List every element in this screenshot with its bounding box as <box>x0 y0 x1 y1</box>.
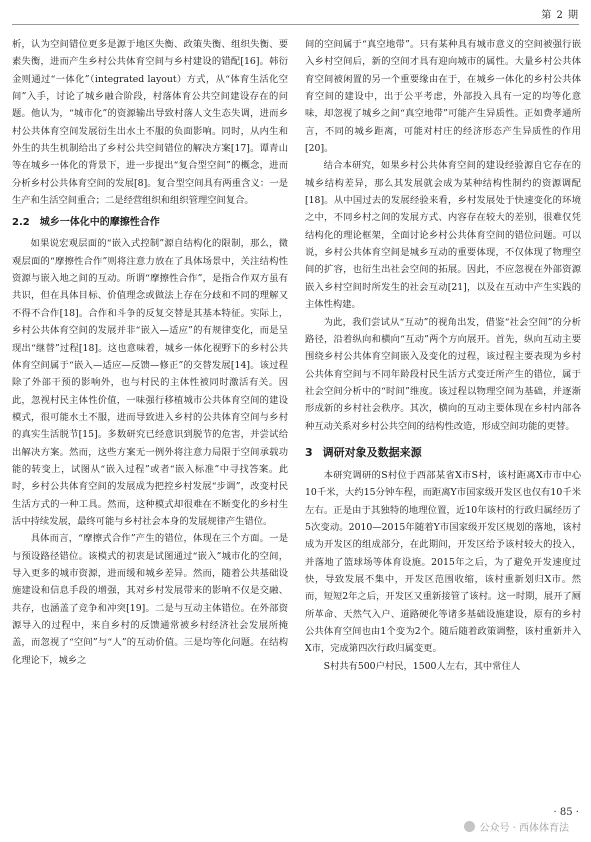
section-number: 3 <box>305 445 313 459</box>
page-number: · 85 · <box>553 807 579 818</box>
section-title: 城乡一体化中的摩擦性合作 <box>39 217 160 229</box>
paragraph: S村共有500户村民，1500人左右，其中常住人 <box>323 660 521 672</box>
right-column <box>305 36 581 675</box>
watermark <box>464 819 569 834</box>
paragraph: 析，认为空间错位更多是源于地区失衡、政策失衡、组织失衡、要素失衡，进而产生乡村公共体育空间与乡村建设的错配[16]。韩衍金则通过“一体化”（integrated layout）方式，从“体育生活化空间”入手，讨论了城乡融合阶段，村落体育公共空间建设存在的问题。他认为，“城市化”的资源输出导致村落人文生态失调，进而乡村公共体育空间发展衍生出水土不服的负面影响。同时，从内生和外生的共生机制给出了乡村公共空间错位的解决方案[17]。谭青山等在城乡一体化的背景下，进一步提出“复合型空间”的概念，进而分析乡村公共体育空间的发展[8]。复合型空间具有两重含义：一是生产和生活空间重合；二是经营组织和组织管理空间复合。 <box>12 39 288 207</box>
issue-number: 第 2 期 <box>541 10 579 21</box>
paragraph: 如果说宏观层面的“嵌入式控制”源自结构化的限制，那么，微观层面的“摩擦性合作”则将注意力放在了具体场景中，关注结构性资源与嵌入地之间的互动。所谓“摩擦性合作”，是指合作双方虽有共识，但在具体目标、价值理念或做法上存在分歧和不同的理解又不得不合作[18]。合作和斗争的反复交替是其基本特征。实际上，乡村公共体育空间的发展并非“嵌入—适应”的有规律变化，而是呈现出“继替”过程[18]。这也意味着，城乡一体化视野下的乡村公共体育空间属于“嵌入—适应—反馈—修正”的交替发展[14]。该过程除了外部干预的影响外，也与村民的主体性被同时激活有关。因此，忽视村民主体性价值，一味强行移植城市公共体育空间的建设模式，很可能水土不服，进而导致进入乡村的公共体育空间与乡村的真实生活脱节[15]。多数研究已经意识到脱节的危害，并尝试给出解决方案。然而，这些方案无一例外将注意力局限于空间承载功能的转变上，试图从“嵌入过程”或者“嵌入标准”中寻找答案。此时，乡村公共体育空间的发展成为把控乡村发展“步调”，改变村民生活方式的一种工具。然而，这种模式却很难在不断变化的乡村生活中持续发展，最终可能与乡村社会本身的发展规律产生错位。 <box>12 238 288 527</box>
wechat-icon <box>464 821 475 832</box>
paragraph: 具体而言，“摩擦式合作”产生的错位，体现在三个方面。一是与预设路径错位。该模式的初衷是试图通过“嵌入”城市化的空间，导入更多的城市资源，进而缓和城乡差异。然而，随着公共基础设施建设和信息手段的增强，其对乡村发展带来的影响不仅是交融、共存，也涵盖了竞争和冲突[19]。二是与互动主体错位。在外部资源导入的过程中，来自乡村的反馈通常被乡村经济社会发展所掩盖，而忽视了“空间”与“人”的互动价值。三是均等化问题。在结构化理论下，城乡之 <box>12 533 288 666</box>
running-header <box>0 0 591 26</box>
header-rule <box>12 24 579 25</box>
section-number: 2.2 <box>12 217 30 229</box>
paragraph: 为此，我们尝试从“互动”的视角出发，借鉴“社会空间”的分析路径，沿着纵向和横向“互动”两个方向展开。首先，纵向互动主要围绕乡村公共体育空间嵌入及变化的过程，该过程主要表现为乡村公共体育空间与不同年龄段村民生活方式变迁所产生的错位，属于社会空间分析中的“时间”维度。该过程以物理空间为基础，并逐渐形成新的乡村社会秩序。其次，横向的互动主要体现在乡村内部各种互动关系对乡村公共空间的结构性改造，形成空间功能的更替。 <box>305 316 581 432</box>
paragraph: 间的空间属于“真空地带”。只有某种具有城市意义的空间被强行嵌入乡村空间后，新的空间才具有迎向城市的属性。大量乡村公共体育空间被闲置的另一个重要缘由在于，在城乡一体化的乡村公共体育空间的建设中，出于公平考虑，外部投入具有一定的均等化意味，却忽视了城乡之间“真空地带”可能产生异质性。正如费孝通所言，不同的城乡距离，可能对村庄的经济形态产生异质性的作用[20]。 <box>305 39 581 155</box>
section-title: 调研对象及数据来源 <box>322 445 422 459</box>
section-heading-3 <box>305 445 581 461</box>
watermark-text: 公众号 · 西体体育法 <box>479 823 569 834</box>
paragraph: 结合本研究，如果乡村公共体育空间的建设经验源自它存在的城乡结构差异，那么其发展就会成为某种结构性制约的资源调配[18]。从中国过去的发展经验来看，乡村发展处于快速变化的环境之中，不同乡村之间的发展方式、内容存在较大的差别，很难仅凭结构化的理论框架，全面讨论乡村公共体育空间的错位问题。可以说，乡村公共体育空间是城乡互动的重要体现，不仅体现了物理空间的扩容，也衍生出社会空间的拓展。因此，不应忽视在外部资源嵌入乡村空间时所发生的社会互动[21]，以及在互动中产生实践的主体性构建。 <box>305 160 581 311</box>
section-heading-2-2 <box>12 215 288 231</box>
paragraph: 本研究调研的S村位于西部某省X市S村，该村距离X市市中心10千米，大约15分钟车程，而距离Y市国家级开发区也仅有10千米左右。正是由于其独特的地理位置，近10年该村的行政归属经历了5次变动。2010—2015年随着Y市国家级开发区规划的落地，该村成为开发区的组成部分，在此期间，开发区给予该村较大的投入，并落地了篮球场等体育设施。2015年之后，为了避免开发速度过快，导致发展不集中，开发区范围收缩，该村重新划归X市。然而，短短2年之后，开发区又重新接管了该村。这一时期，展开了厕所革命、天然气入户、道路硬化等诸多基础设施建设，原有的乡村公共体育空间也由1个变为2个。随后随着政策调整，该村重新并入X市，完成第四次行政归属变更。 <box>305 469 581 655</box>
left-column <box>12 36 288 669</box>
